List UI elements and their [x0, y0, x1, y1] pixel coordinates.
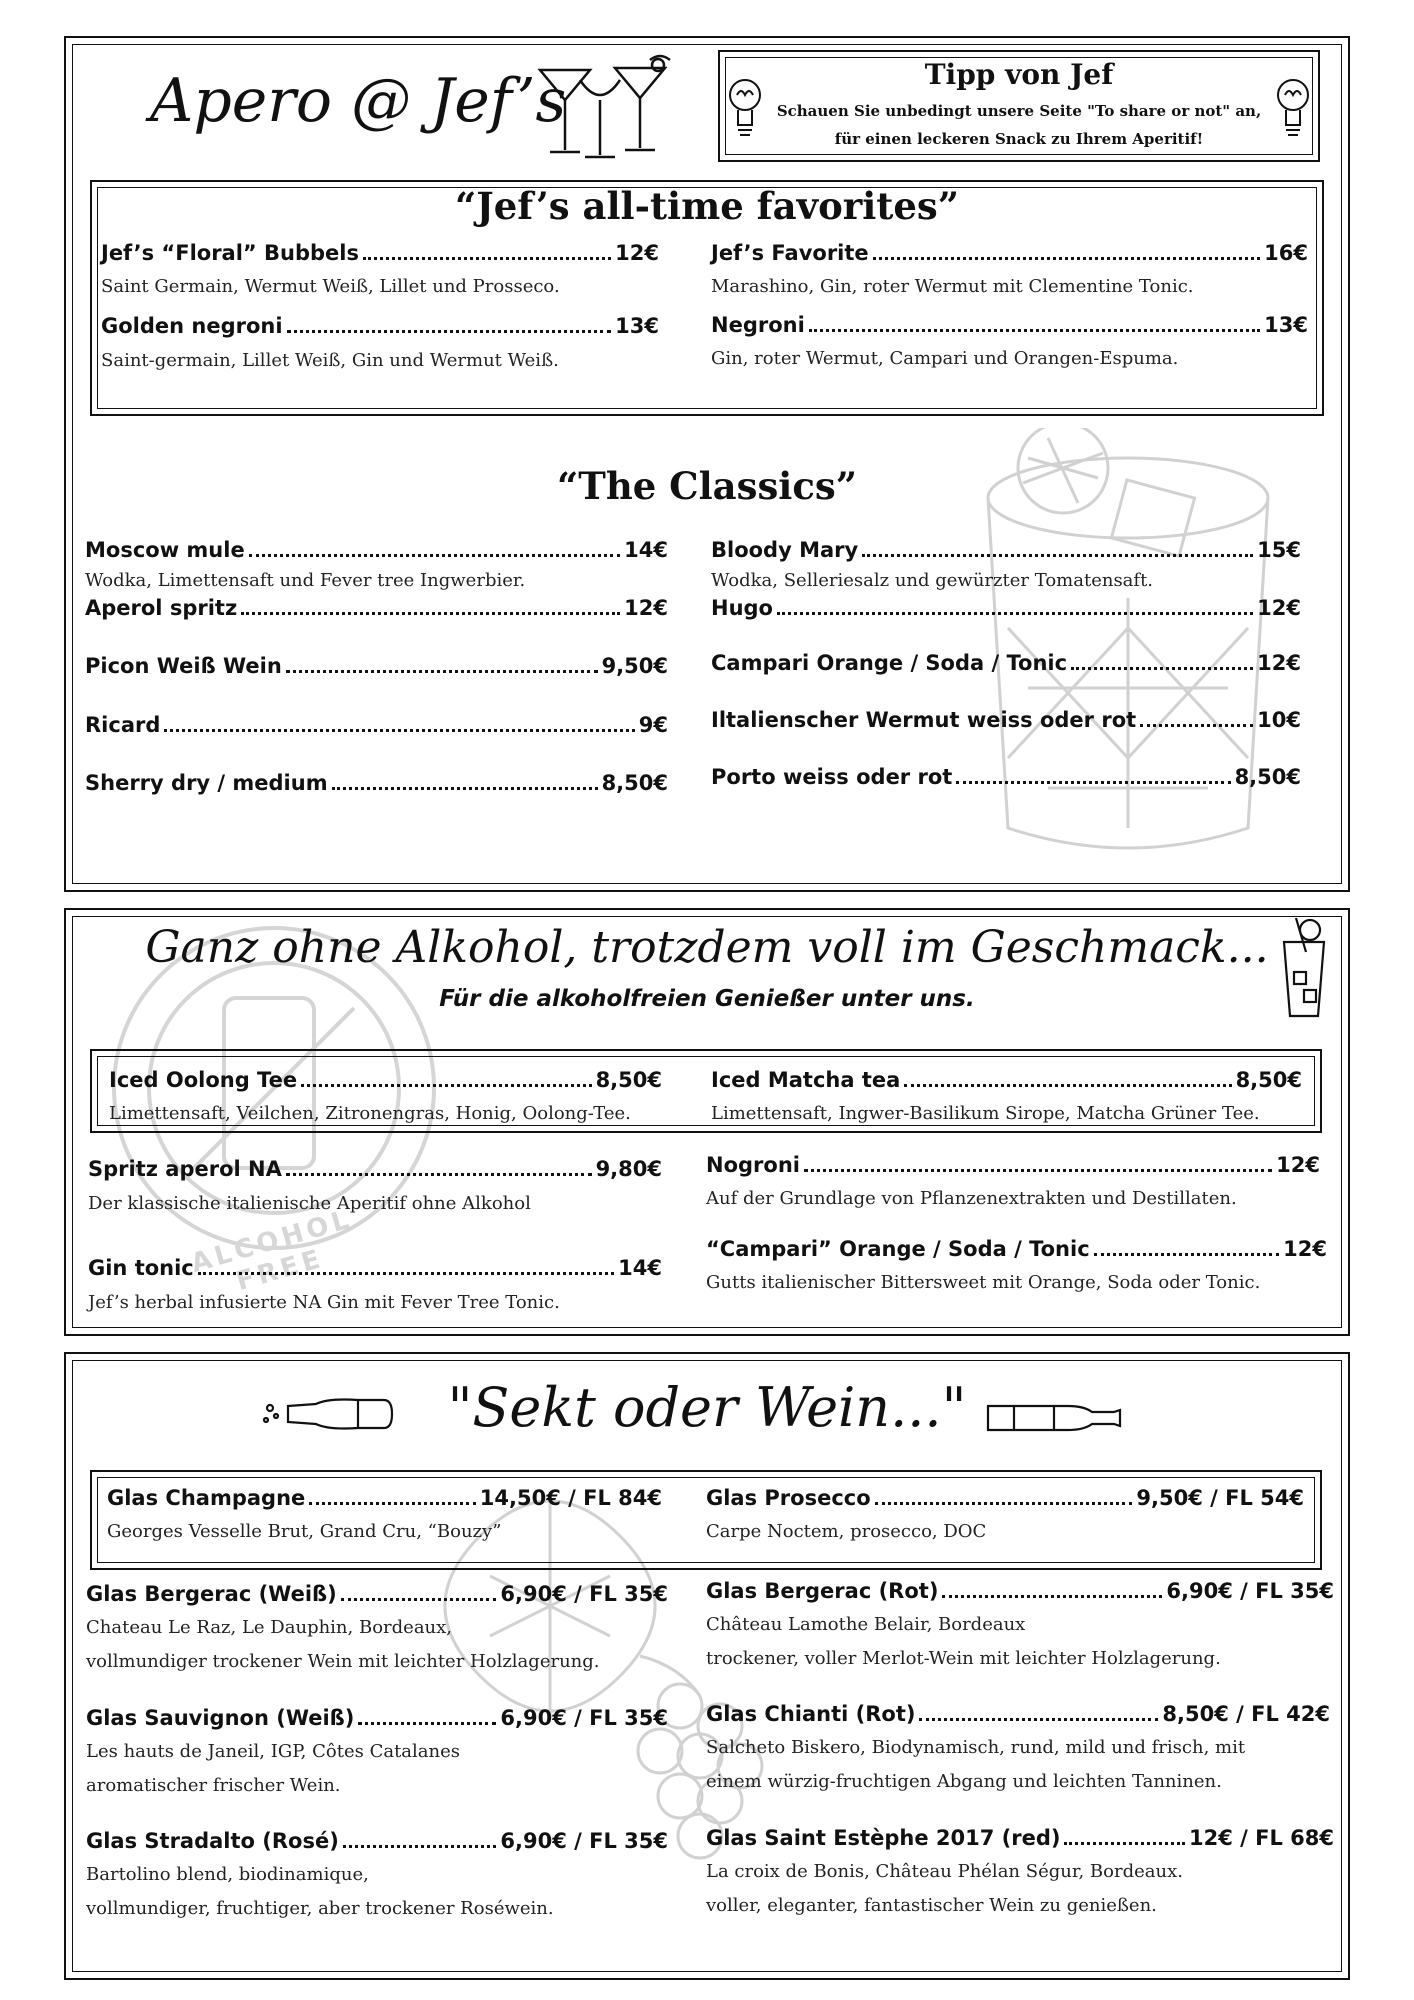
menu-item-description: Château Lamothe Belair, Bordeaux — [706, 1614, 1026, 1635]
menu-item-wermut: Iltalienscher Wermut weiss oder rot 10€ — [711, 708, 1301, 732]
menu-item-description: einem würzig-fruchtigen Abgang und leichten Tanninen. — [706, 1771, 1222, 1792]
menu-item-bergerac-rot: Glas Bergerac (Rot) 6,90€ / FL 35€ — [706, 1579, 1334, 1603]
menu-item-spritz-na: Spritz aperol NA 9,80€ — [88, 1157, 662, 1181]
menu-item-hugo: Hugo 12€ — [711, 596, 1301, 620]
menu-item-description: Les hauts de Janeil, IGP, Côtes Catalanes — [86, 1741, 461, 1762]
menu-item-description: Limettensaft, Ingwer-Basilikum Sirope, Matcha Grüner Tee. — [711, 1103, 1260, 1124]
menu-item-ricard: Ricard 9€ — [85, 713, 668, 737]
menu-item-iced-matcha: Iced Matcha tea 8,50€ — [711, 1068, 1302, 1092]
menu-item-description: voller, eleganter, fantastischer Wein zu genießen. — [706, 1895, 1157, 1916]
menu-item-description: trockener, voller Merlot-Wein mit leichter Holzlagerung. — [706, 1648, 1221, 1669]
menu-item-description: Auf der Grundlage von Pflanzenextrakten und Destillaten. — [706, 1188, 1237, 1209]
menu-item-description: Salcheto Biskero, Biodynamisch, rund, mild und frisch, mit — [706, 1737, 1246, 1758]
menu-item-chianti: Glas Chianti (Rot) 8,50€ / FL 42€ — [706, 1702, 1330, 1726]
menu-item-description: Gin, roter Wermut, Campari und Orangen-Espuma. — [711, 348, 1179, 369]
menu-item-picon: Picon Weiß Wein 9,50€ — [85, 654, 668, 678]
menu-item-description: Wodka, Limettensaft und Fever tree Ingwerbier. — [85, 570, 526, 591]
menu-item-champagne: Glas Champagne 14,50€ / FL 84€ — [107, 1486, 662, 1510]
favorites-title: “Jef’s all-time favorites” — [454, 184, 960, 228]
menu-item-description: Marashino, Gin, roter Wermut mit Clementine Tonic. — [711, 276, 1194, 297]
menu-item-porto: Porto weiss oder rot 8,50€ — [711, 765, 1301, 789]
glass-sparkling-box — [90, 1470, 1322, 1570]
menu-item-golden-negroni: Golden negroni 13€ — [101, 314, 659, 338]
tip-title: Tipp von Jef — [924, 58, 1114, 91]
mocktail-glass-icon — [1276, 912, 1332, 1022]
menu-item-jefs-favorite: Jef’s Favorite 16€ — [711, 241, 1308, 265]
menu-item-description: Carpe Noctem, prosecco, DOC — [706, 1521, 987, 1542]
menu-item-sauvignon: Glas Sauvignon (Weiß) 6,90€ / FL 35€ — [86, 1706, 668, 1730]
menu-item-description: Saint-germain, Lillet Weiß, Gin und Wermut Weiß. — [101, 350, 559, 371]
menu-item-moscow-mule: Moscow mule 14€ — [85, 538, 668, 562]
menu-item-description: Chateau Le Raz, Le Dauphin, Bordeaux, — [86, 1617, 453, 1638]
cocktail-glasses-icon — [530, 50, 690, 170]
menu-item-campari-na: “Campari” Orange / Soda / Tonic 12€ — [706, 1237, 1327, 1261]
classics-title: “The Classics” — [557, 464, 857, 508]
tip-line-2: für einen leckeren Snack zu Ihrem Aperitif! — [834, 130, 1204, 148]
menu-item-stradalto: Glas Stradalto (Rosé) 6,90€ / FL 35€ — [86, 1829, 668, 1853]
menu-item-bloody-mary: Bloody Mary 15€ — [711, 538, 1301, 562]
menu-item-prosecco: Glas Prosecco 9,50€ / FL 54€ — [706, 1486, 1304, 1510]
menu-item-description: Limettensaft, Veilchen, Zitronengras, Honig, Oolong-Tee. — [109, 1103, 631, 1124]
menu-item-description: Gutts italienischer Bittersweet mit Orange, Soda oder Tonic. — [706, 1272, 1261, 1293]
page-title: Apero @ Jef’s — [150, 66, 567, 136]
wine-bottle-icon — [984, 1398, 1124, 1438]
menu-item-description: Georges Vesselle Brut, Grand Cru, “Bouzy” — [107, 1521, 502, 1542]
lightbulb-brain-icon — [728, 70, 762, 142]
menu-item-nogroni: Nogroni 12€ — [706, 1153, 1320, 1177]
menu-item-description: aromatischer frischer Wein. — [86, 1775, 341, 1796]
menu-item-description: Bartolino blend, biodinamique, — [86, 1864, 369, 1885]
nonalcoholic-title: Ganz ohne Alkohol, trotzdem voll im Geschmack... — [145, 922, 1269, 973]
menu-item-description: Wodka, Selleriesalz und gewürzter Tomatensaft. — [711, 570, 1154, 591]
alcohol-free-stamp-text: ALCOHOL FREE — [187, 1204, 356, 1298]
menu-item-saint-estephe: Glas Saint Estèphe 2017 (red) 12€ / FL 68€ — [706, 1826, 1334, 1850]
menu-item-description: vollmundiger, fruchtiger, aber trockener Roséwein. — [86, 1898, 554, 1919]
menu-item-sherry: Sherry dry / medium 8,50€ — [85, 771, 668, 795]
menu-item-description: vollmundiger trockener Wein mit leichter Holzlagerung. — [86, 1651, 600, 1672]
menu-item-negroni: Negroni 13€ — [711, 313, 1308, 337]
menu-item-iced-oolong: Iced Oolong Tee 8,50€ — [109, 1068, 662, 1092]
menu-item-description: Der klassische italienische Aperitif ohne Alkohol — [88, 1193, 531, 1214]
wine-title: "Sekt oder Wein..." — [447, 1376, 967, 1439]
menu-item-floral-bubbels: Jef’s “Floral” Bubbels 12€ — [101, 241, 659, 265]
menu-item-gin-tonic: Gin tonic 14€ — [88, 1256, 662, 1280]
menu-item-bergerac-weiss: Glas Bergerac (Weiß) 6,90€ / FL 35€ — [86, 1582, 668, 1606]
menu-item-description: La croix de Bonis, Château Phélan Ségur, Bordeaux. — [706, 1861, 1183, 1882]
lightbulb-brain-icon — [1276, 70, 1310, 142]
menu-item-campari-orange: Campari Orange / Soda / Tonic 12€ — [711, 651, 1301, 675]
menu-item-description: Saint Germain, Wermut Weiß, Lillet und Prosseco. — [101, 276, 560, 297]
menu-item-description: Jef’s herbal infusierte NA Gin mit Fever Tree Tonic. — [88, 1292, 560, 1313]
nonalcoholic-subtitle: Für die alkoholfreien Genießer unter uns. — [439, 986, 975, 1012]
tip-line-1: Schauen Sie unbedingt unsere Seite "To share or not" an, — [776, 102, 1262, 120]
menu-item-aperol-spritz: Aperol spritz 12€ — [85, 596, 668, 620]
